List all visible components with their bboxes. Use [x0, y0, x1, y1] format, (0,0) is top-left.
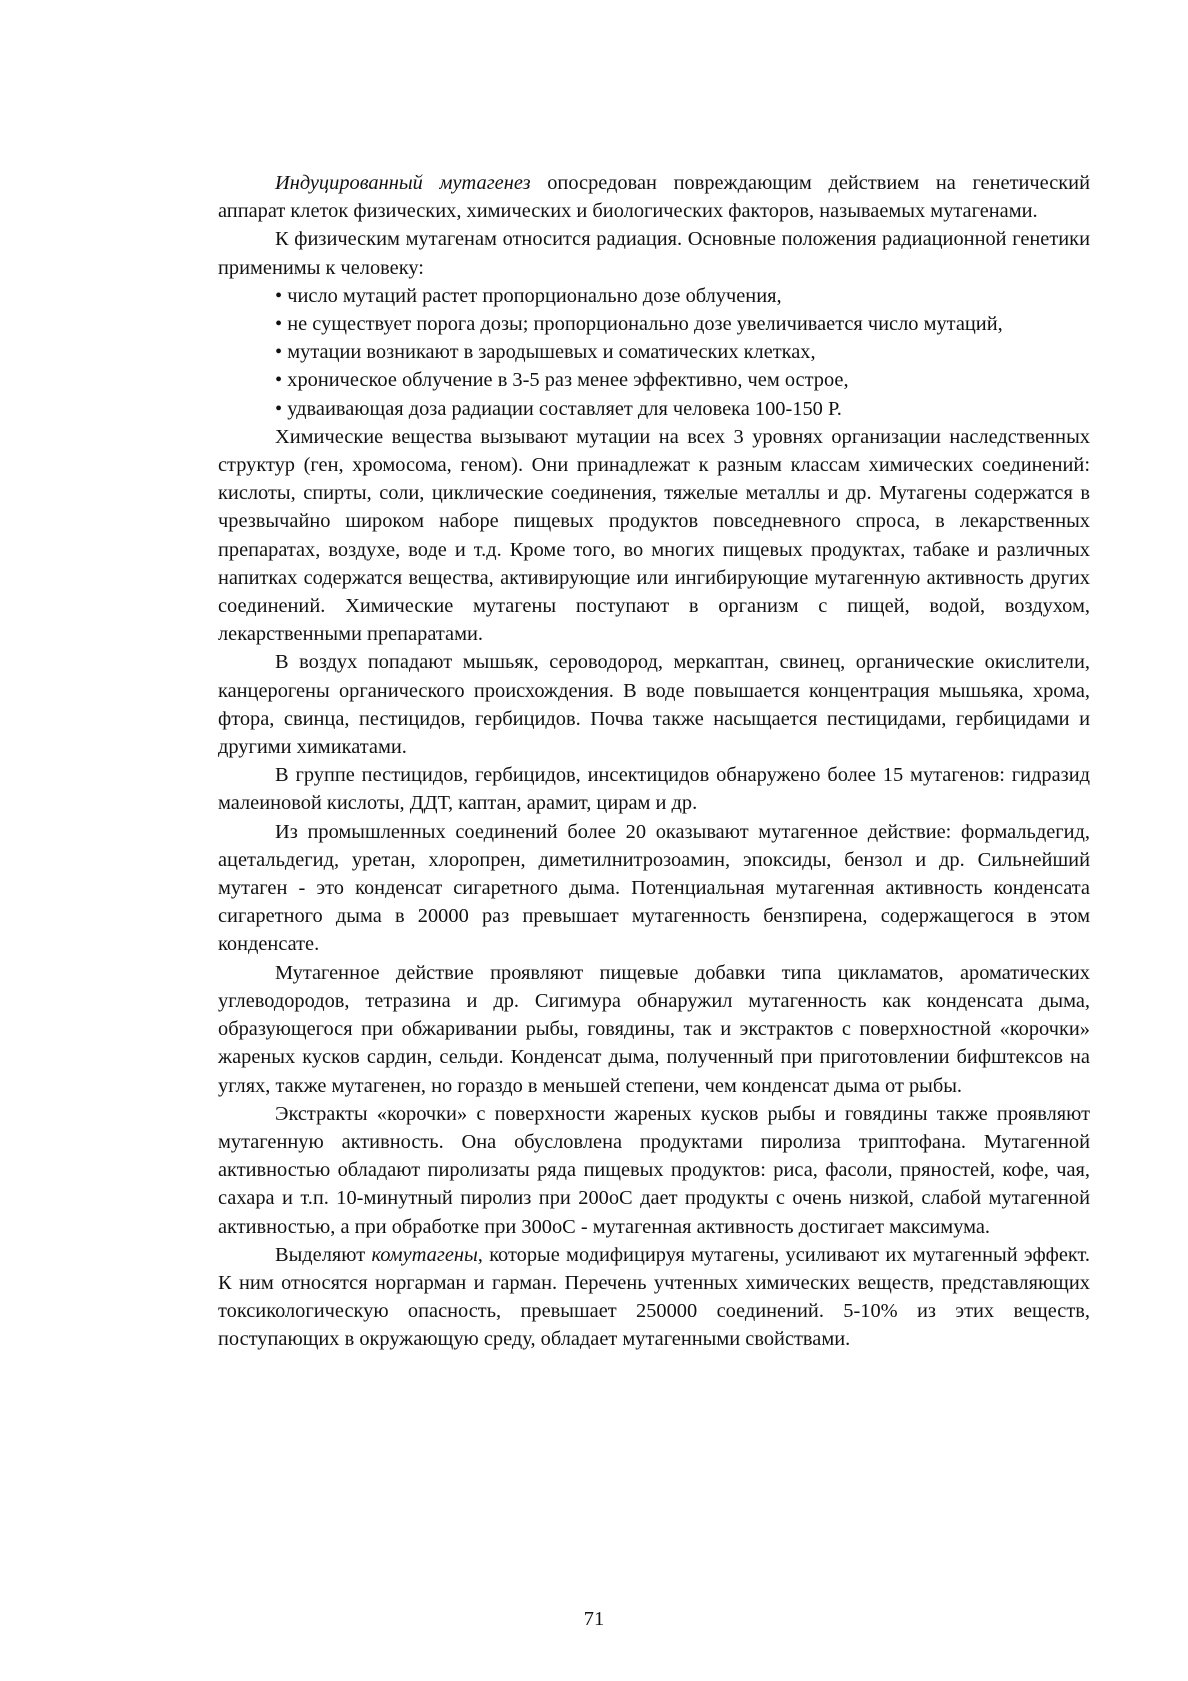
paragraph-comutagens — [218, 1241, 1090, 1354]
page-body — [218, 169, 1090, 1354]
term-induced-mutagenesis: Индуцированный мутагенез — [275, 172, 531, 194]
list-item: • число мутаций растет пропорционально дозе облучения, — [275, 282, 1090, 310]
paragraph-text: Выделяют — [275, 1243, 372, 1266]
paragraph-industrial-compounds: Из промышленных соединений более 20 оказывают мутагенное действие: формальдегид, ацетальдегид, уретан, хлоропрен, диметилнитрозоамин, эпоксиды, бензол и др. Сильнейший мутаген - это конденсат сигаретного дыма. Потенциальная мутагенная активность конденсата сигаретного дыма в 20000 раз превышает мутагенность бензпирена, содержащегося в этом конденсате. — [218, 820, 1090, 956]
paragraph-chemical-mutagens: Химические вещества вызывают мутации на всех 3 уровнях организации наследственных структур (ген, хромосома, геном). Они принадлежат к разным классам химических соединений: кислоты, спирты, соли, циклические соединения, тяжелые металлы и др. Мутагены содержатся в чрезвычайно широком наборе пищевых продуктов повседневного спроса, в лекарственных препаратах, воздухе, воде и т.д. Кроме того, во многих пищевых продуктах, табаке и различных напитках содержатся вещества, активирующие или ингибирующие мутагенную активность других соединений. Химические мутагены поступают в организм с пищей, водой, воздухом, лекарственными препаратами. — [218, 425, 1090, 646]
radiation-genetics-list — [218, 282, 1090, 423]
paragraph-air-water-soil: В воздух попадают мышьяк, сероводород, меркаптан, свинец, органические окислители, канцерогены органического происхождения. В воде повышается концентрация мышьяка, хрома, фтора, свинца, пестицидов, гербицидов. Почва также насыщается пестицидами, гербицидами и другими химикатами. — [218, 651, 1090, 759]
paragraph-induced-mutagenesis — [218, 169, 1090, 225]
paragraph-crust-extracts: Экстракты «корочки» с поверхности жареных кусков рыбы и говядины также проявляют мутагенную активность. Она обусловлена продуктами пиролиза триптофана. Мутагенной активностью обладают пиролизаты ряда пищевых продуктов: риса, фасоли, пряностей, кофе, чая, сахара и т.п. 10-минутный пиролиз при 200oC дает продукты с очень низкой, слабой мутагенной активностью, а при обработке при 300oC - мутагенная активность достигает максимума. — [218, 1102, 1090, 1238]
paragraph-pesticides: В группе пестицидов, гербицидов, инсектицидов обнаружено более 15 мутагенов: гидразид малеиновой кислоты, ДДТ, каптан, арамит, цирам и др. — [218, 764, 1090, 815]
paragraph-text: которые модифицируя мутагены, усиливают их мутагенный эффект. К ним относятся норгарман и гарман. Перечень учтенных химических веществ, представляющих токсикологическую опасность, превышает 250000 соединений. 5-10% из этих веществ, поступающих в окружающую среду, обладает мутагенными свойствами. — [218, 1243, 1090, 1351]
paragraph-food-additives: Мутагенное действие проявляют пищевые добавки типа цикламатов, ароматических углеводородов, тетразина и др. Сигимура обнаружил мутагенность как конденсата дыма, образующегося при обжаривании рыбы, говядины, так и экстрактов с поверхностной «корочки» жареных кусков сардин, сельди. Конденсат дыма, полученный при приготовлении бифштексов на углях, также мутагенен, но гораздо в меньшей степени, чем конденсат дыма от рыбы. — [218, 961, 1090, 1097]
list-item: • хроническое облучение в 3-5 раз менее эффективно, чем острое, — [275, 366, 1090, 394]
list-item: • удваивающая доза радиации составляет для человека 100-150 Р. — [275, 395, 1090, 423]
term-comutagens: комутагены, — [371, 1243, 483, 1266]
list-item: • не существует порога дозы; пропорционально дозе увеличивается число мутаций, — [275, 310, 1090, 338]
paragraph-physical-mutagens: К физическим мутагенам относится радиация. Основные положения радиационной генетики применимы к человеку: — [218, 228, 1090, 279]
page-number: 71 — [583, 1608, 605, 1630]
paragraph-text: опосредован повреждающим действием на генетический аппарат клеток физических, химических и биологических факторов, называемых мутагенами. — [218, 172, 1090, 223]
list-item: • мутации возникают в зародышевых и соматических клетках, — [275, 338, 1090, 366]
